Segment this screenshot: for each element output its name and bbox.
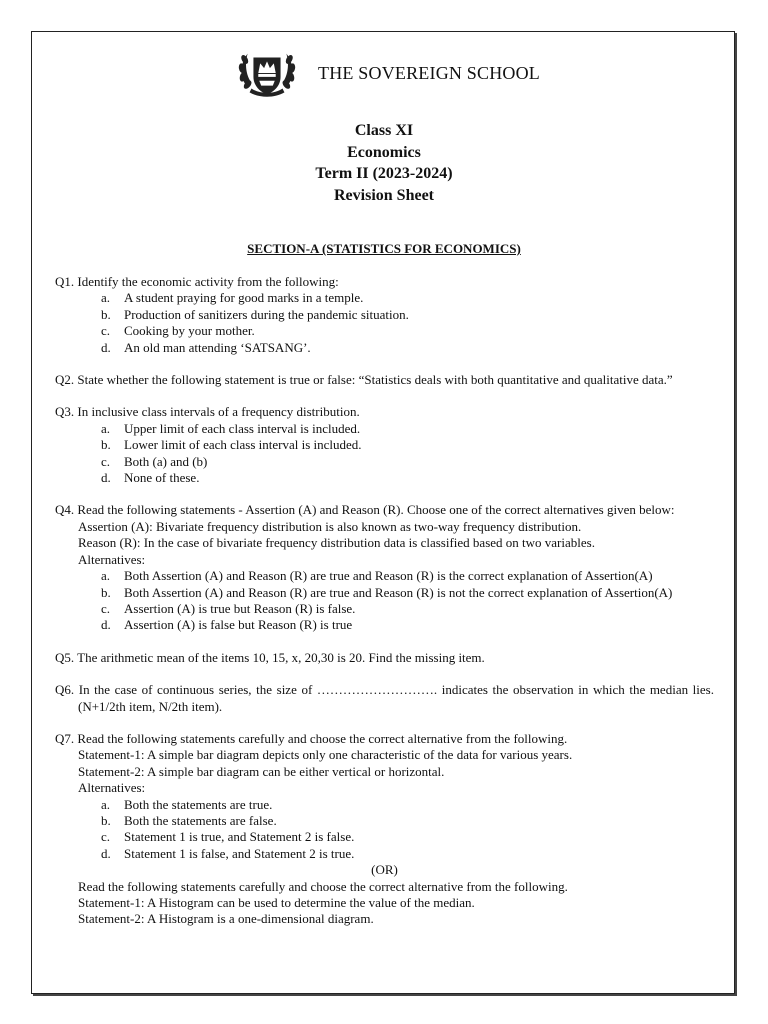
option-item: c. Both (a) and (b)	[101, 453, 208, 469]
options-list	[55, 290, 714, 356]
option-item: b. Production of sanitizers during the pandemic situation.	[101, 306, 409, 322]
option-item: d. None of these.	[101, 470, 200, 486]
option-item: b. Both the statements are false.	[101, 812, 277, 828]
option-item: b. Both Assertion (A) and Reason (R) are true and Reason (R) is not the correct explanation of Assertion(A)	[101, 584, 673, 600]
alternatives-label: Alternatives:	[78, 780, 146, 796]
question-text: Q4. Read the following statements - Assertion (A) and Reason (R). Choose one of the correct alternatives given below:	[55, 502, 675, 518]
question-text: Q3. In inclusive class intervals of a frequency distribution.	[55, 404, 360, 420]
question-3	[55, 404, 714, 486]
statement-2-text: Statement-2: A simple bar diagram can be either vertical or horizontal.	[78, 763, 445, 779]
section-heading: SECTION-A (STATISTICS FOR ECONOMICS)	[247, 241, 521, 256]
or-separator: (OR)	[371, 862, 398, 878]
question-2	[55, 372, 714, 388]
option-item: c. Statement 1 is true, and Statement 2 is false.	[101, 829, 355, 845]
alternate-statement-2-text: Statement-2: A Histogram is a one-dimensional diagram.	[78, 911, 374, 927]
subject-title: Economics	[347, 143, 421, 161]
question-7	[55, 731, 714, 928]
options-list	[55, 421, 714, 487]
option-item: b. Lower limit of each class interval is included.	[101, 437, 362, 453]
option-item: a. Upper limit of each class interval is included.	[101, 420, 361, 436]
sheet-title: Revision Sheet	[334, 186, 434, 204]
option-item: a. A student praying for good marks in a temple.	[101, 290, 364, 306]
reason-text: Reason (R): In the case of bivariate frequency distribution data is classified based on two variables.	[78, 535, 595, 551]
options-list	[55, 797, 714, 863]
term-title: Term II (2023-2024)	[315, 165, 453, 182]
option-item: c. Cooking by your mother.	[101, 323, 255, 339]
option-item: d. Assertion (A) is false but Reason (R) is true	[101, 617, 353, 633]
question-text: Q5. The arithmetic mean of the items 10, 15, x, 20,30 is 20. Find the missing item.	[55, 649, 485, 665]
alternate-statement-1-text: Statement-1: A Histogram can be used to determine the value of the median.	[78, 895, 475, 910]
question-list	[55, 274, 714, 944]
school-crest-icon	[236, 42, 298, 104]
option-item: a. Both Assertion (A) and Reason (R) are true and Reason (R) is the correct explanation of Assertion(A)	[101, 568, 653, 584]
option-item: d. Statement 1 is false, and Statement 2 is true.	[101, 845, 355, 861]
school-header	[236, 42, 540, 104]
question-4	[55, 502, 714, 633]
statement-1-text: Statement-1: A simple bar diagram depicts only one characteristic of the data for various years.	[78, 747, 573, 763]
question-text: Q2. State whether the following statement is true or false: “Statistics deals with both quantitative and qualitative data.”	[55, 372, 673, 388]
option-item: a. Both the statements are true.	[101, 796, 273, 812]
question-6	[55, 682, 714, 715]
option-item: c. Assertion (A) is true but Reason (R) is false.	[101, 600, 356, 616]
question-text: Q7. Read the following statements carefully and choose the correct alternative from the following.	[55, 730, 568, 746]
class-title: Class XI	[354, 122, 414, 139]
question-5	[55, 650, 714, 666]
alternate-question-text: Read the following statements carefully and choose the correct alternative from the following.	[78, 878, 568, 894]
options-list	[55, 568, 714, 634]
question-text: Q6. In the case of continuous series, the size of ………………………. indicates the observation in which the median lies. (N+1/2th item, N/2th item).	[55, 682, 714, 714]
alternatives-label: Alternatives:	[78, 551, 146, 567]
option-item: d. An old man attending ‘SATSANG’.	[101, 339, 311, 355]
question-1	[55, 274, 714, 356]
document-title-block	[0, 120, 768, 206]
school-name: THE SOVEREIGN SCHOOL	[318, 62, 540, 83]
assertion-text: Assertion (A): Bivariate frequency distribution is also known as two-way frequency distribution.	[78, 518, 582, 534]
question-text: Q1. Identify the economic activity from the following:	[55, 274, 339, 289]
